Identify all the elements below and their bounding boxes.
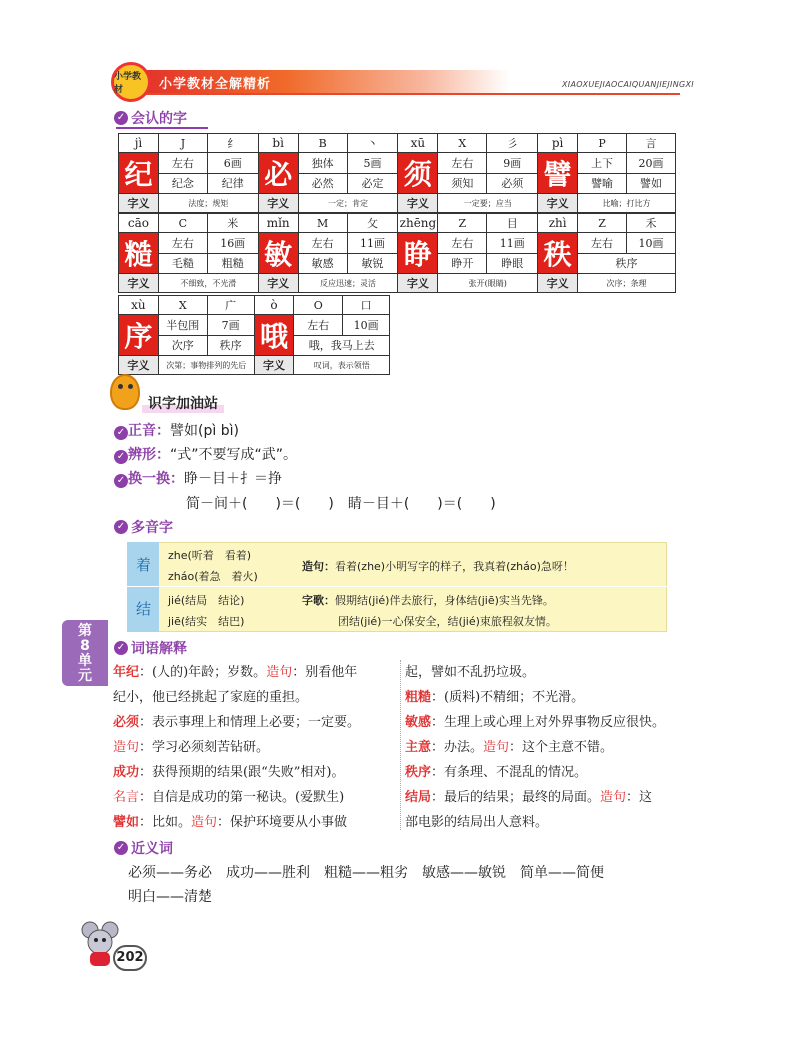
structure-cell: 左右 bbox=[298, 233, 347, 254]
word-explain-left bbox=[113, 660, 398, 835]
definition: ：办法。 bbox=[431, 740, 484, 755]
meaning-label: 字义 bbox=[258, 194, 298, 213]
zaoju-text: ：这个主意不错。 bbox=[509, 740, 614, 755]
zaoju-text: ：这 bbox=[626, 790, 653, 805]
structure-cell: 左右 bbox=[158, 153, 207, 174]
char-cell: 必 bbox=[258, 153, 298, 194]
check-icon: ✓ bbox=[114, 520, 128, 534]
structure-cell: 独体 bbox=[298, 153, 347, 174]
explain-line bbox=[405, 685, 695, 710]
song-text: 假期结(jié)伴去旅行，身体结(jiē)实当先锋。 bbox=[335, 594, 554, 607]
check-icon: ✓ bbox=[114, 111, 128, 125]
section-ciyu bbox=[114, 638, 187, 658]
strokes-cell: 11画 bbox=[487, 233, 538, 254]
strokes-cell: 20画 bbox=[627, 153, 676, 174]
section-recognize bbox=[114, 108, 187, 128]
meaning-label: 字义 bbox=[398, 274, 438, 293]
pinyin-cell: zhì bbox=[538, 214, 578, 233]
radical-cell: 纟 bbox=[207, 134, 258, 153]
strokes-cell: 10画 bbox=[343, 315, 390, 336]
cap-cell: X bbox=[438, 134, 487, 153]
word-cell: 秩序 bbox=[578, 253, 676, 274]
structure-cell: 左右 bbox=[294, 315, 343, 336]
word-cell: 敏感 bbox=[298, 253, 347, 274]
structure-cell: 上下 bbox=[578, 153, 627, 174]
radical-cell: 目 bbox=[487, 214, 538, 233]
char-cell: 糙 bbox=[119, 233, 159, 274]
term: 敏感 bbox=[405, 715, 432, 730]
char-cell: 须 bbox=[398, 153, 438, 194]
huan-line bbox=[114, 468, 282, 488]
char-cell: 秩 bbox=[538, 233, 578, 274]
bianxing-text: “式”不要写成“武”。 bbox=[170, 447, 298, 463]
meaning-label: 字义 bbox=[538, 194, 578, 213]
cap-cell: C bbox=[158, 214, 207, 233]
mascot-icon bbox=[110, 374, 140, 410]
header-title: 小学教材全解精析 bbox=[159, 77, 272, 92]
meaning-cell: 次序；条理 bbox=[578, 274, 676, 293]
radical-cell: 口 bbox=[343, 296, 390, 315]
bianxing-line bbox=[114, 444, 297, 464]
meaning-label: 字义 bbox=[119, 356, 159, 375]
section-jinyi bbox=[114, 838, 173, 858]
meaning-label: 字义 bbox=[538, 274, 578, 293]
pinyin-cell: jì bbox=[119, 134, 159, 153]
unit-tab-b: 8 bbox=[80, 638, 90, 654]
zaoju-text: ：学习必须刻苦钻研。 bbox=[139, 740, 270, 755]
section-title: 会认的字 bbox=[131, 111, 187, 127]
meaning-cell: 反应迅速；灵活 bbox=[298, 274, 398, 293]
meaning-label: 字义 bbox=[119, 194, 159, 213]
word-cell: 粗糙 bbox=[207, 253, 258, 274]
term: 粗糙 bbox=[405, 690, 432, 705]
header-pinyin: XIAOXUEJIAOCAIQUANJIEJINGXI bbox=[562, 80, 694, 89]
explain-line bbox=[405, 785, 695, 810]
word-cell: 譬喻 bbox=[578, 173, 627, 194]
word-cell: 睁眼 bbox=[487, 253, 538, 274]
huan-example: 睁－目＋扌＝挣 bbox=[184, 471, 282, 487]
strokes-cell: 7画 bbox=[207, 315, 254, 336]
page-number: 202 bbox=[113, 945, 147, 971]
definition: ：有条理、不混乱的情况。 bbox=[431, 765, 588, 780]
radical-cell: 言 bbox=[627, 134, 676, 153]
check-icon: ✓ bbox=[114, 474, 128, 488]
char-table-row2 bbox=[118, 213, 676, 293]
zhengyin-label: 正音： bbox=[128, 423, 170, 439]
word-cell: 譬如 bbox=[627, 173, 676, 194]
strokes-cell: 16画 bbox=[207, 233, 258, 254]
definition: ：最后的结果；最终的局面。 bbox=[431, 790, 601, 805]
char-cell: 敏 bbox=[258, 233, 298, 274]
definition: ：获得预期的结果(跟“失败”相对)。 bbox=[139, 765, 345, 780]
column-divider bbox=[400, 660, 401, 830]
polyphone-reading: jiē(结实 结巴) bbox=[168, 615, 245, 628]
radical-cell: 米 bbox=[207, 214, 258, 233]
polyphone-song bbox=[302, 592, 554, 608]
zhengyin-text: 譬如(pì bì) bbox=[170, 423, 239, 439]
word-cell: 秩序 bbox=[207, 335, 254, 356]
section-title: 词语解释 bbox=[131, 641, 187, 657]
structure-cell: 左右 bbox=[578, 233, 627, 254]
polyphone-separator bbox=[127, 586, 667, 587]
sentence-text: 看着(zhe)小明写字的样子，我真着(zháo)急呀！ bbox=[335, 560, 574, 573]
word-cell: 次序 bbox=[158, 335, 207, 356]
explain-line bbox=[113, 710, 398, 735]
pinyin-cell: ò bbox=[254, 296, 294, 315]
explain-line bbox=[113, 785, 398, 810]
char-cell: 序 bbox=[119, 315, 159, 356]
explain-line: 起，譬如不乱扔垃圾。 bbox=[405, 665, 536, 680]
check-icon: ✓ bbox=[114, 641, 128, 655]
zaoju-label: 造句 bbox=[191, 815, 218, 830]
pinyin-cell: mǐn bbox=[258, 214, 298, 233]
section-duoyin bbox=[114, 517, 173, 537]
meaning-label: 字义 bbox=[119, 274, 159, 293]
meaning-cell: 叹词，表示领悟 bbox=[294, 356, 390, 375]
char-table-row3 bbox=[118, 295, 390, 375]
word-cell: 必然 bbox=[298, 173, 347, 194]
unit-tab-a: 第 bbox=[78, 623, 92, 639]
cap-cell: P bbox=[578, 134, 627, 153]
meaning-cell: 不细致，不光滑 bbox=[158, 274, 258, 293]
series-logo bbox=[111, 62, 151, 102]
pinyin-cell: bì bbox=[258, 134, 298, 153]
meaning-cell: 次第；事物排列的先后 bbox=[158, 356, 254, 375]
char-cell: 睁 bbox=[398, 233, 438, 274]
bianxing-label: 辨形： bbox=[128, 447, 170, 463]
word-cell: 睁开 bbox=[438, 253, 487, 274]
pinyin-cell: pì bbox=[538, 134, 578, 153]
cap-cell: J bbox=[158, 134, 207, 153]
definition: ：比如。 bbox=[139, 815, 192, 830]
word-cell: 纪念 bbox=[158, 173, 207, 194]
explain-line bbox=[405, 760, 695, 785]
structure-cell: 左右 bbox=[158, 233, 207, 254]
boost-title: 识字加油站 bbox=[142, 393, 224, 413]
zaoju-text: ：保护环境要从小事做 bbox=[217, 815, 348, 830]
quote-label: 名言 bbox=[113, 790, 140, 805]
cap-cell: Z bbox=[578, 214, 627, 233]
word-cell: 必须 bbox=[487, 173, 538, 194]
pinyin-cell: cāo bbox=[119, 214, 159, 233]
explain-line: 年纪：(人的)年龄；岁数。造句：别看他年 bbox=[113, 665, 358, 680]
radical-cell: 广 bbox=[207, 296, 254, 315]
word-cell: 哦，我马上去 bbox=[294, 335, 390, 356]
explain-line: 纪小，他已经挑起了家庭的重担。 bbox=[113, 690, 309, 705]
meaning-cell: 一定；肯定 bbox=[298, 194, 398, 213]
sentence-label: 造句： bbox=[302, 560, 335, 573]
zhengyin-line bbox=[114, 420, 239, 440]
meaning-label: 字义 bbox=[398, 194, 438, 213]
char-cell: 哦 bbox=[254, 315, 294, 356]
check-icon: ✓ bbox=[114, 426, 128, 440]
term: 结局 bbox=[405, 790, 432, 805]
cap-cell: B bbox=[298, 134, 347, 153]
word-explain-right bbox=[405, 660, 695, 835]
section-title: 多音字 bbox=[131, 520, 173, 536]
check-icon: ✓ bbox=[114, 841, 128, 855]
unit-tab-c: 单 bbox=[78, 653, 92, 669]
word-cell: 必定 bbox=[347, 173, 398, 194]
unit-tab bbox=[62, 620, 108, 686]
quote-text: ：自信是成功的第一秘诀。(爱默生) bbox=[139, 790, 345, 805]
term: 秩序 bbox=[405, 765, 432, 780]
strokes-cell: 6画 bbox=[207, 153, 258, 174]
structure-cell: 半包围 bbox=[158, 315, 207, 336]
explain-line bbox=[405, 735, 695, 760]
radical-cell: 彡 bbox=[487, 134, 538, 153]
polyphone-song-line2: 团结(jié)一心保安全，结(jié)束旅程叙友情。 bbox=[338, 615, 557, 628]
section-underline bbox=[116, 127, 208, 129]
meaning-cell: 比喻；打比方 bbox=[578, 194, 676, 213]
meaning-cell: 法度；规矩 bbox=[158, 194, 258, 213]
term: 必须 bbox=[113, 715, 140, 730]
meaning-cell: 一定要；应当 bbox=[438, 194, 538, 213]
zaoju-label: 造句 bbox=[266, 665, 293, 680]
explain-line bbox=[113, 810, 398, 835]
unit-tab-d: 元 bbox=[78, 668, 92, 684]
definition: ：(质料)不精细；不光滑。 bbox=[431, 690, 585, 705]
header-line bbox=[118, 93, 680, 95]
radical-cell: 攵 bbox=[347, 214, 398, 233]
definition: ：表示事理上和情理上必要；一定要。 bbox=[139, 715, 361, 730]
explain-line bbox=[113, 760, 398, 785]
polyphone-char: 着 bbox=[136, 556, 152, 574]
polyphone-char: 结 bbox=[136, 600, 152, 618]
polyphone-reading: jié(结局 结论) bbox=[168, 594, 245, 607]
zaoju-label: 造句 bbox=[483, 740, 510, 755]
strokes-cell: 11画 bbox=[347, 233, 398, 254]
word-cell: 毛糙 bbox=[158, 253, 207, 274]
synonym-line: 明白——清楚 bbox=[128, 889, 212, 905]
explain-line bbox=[405, 710, 695, 735]
strokes-cell: 9画 bbox=[487, 153, 538, 174]
structure-cell: 左右 bbox=[438, 153, 487, 174]
cap-cell: Z bbox=[438, 214, 487, 233]
pinyin-cell: xù bbox=[119, 296, 159, 315]
zaoju-text: ：别看他年 bbox=[292, 665, 358, 680]
synonym-line: 必须——务必 成功——胜利 粗糙——粗劣 敏感——敏锐 简单——简便 bbox=[128, 865, 604, 881]
huan-label: 换一换： bbox=[128, 471, 184, 487]
polyphone-sentence bbox=[302, 558, 574, 574]
radical-cell: 禾 bbox=[626, 214, 675, 233]
pinyin-cell: xū bbox=[398, 134, 438, 153]
term: 譬如 bbox=[113, 815, 140, 830]
term: 成功 bbox=[113, 765, 140, 780]
word-cell: 纪律 bbox=[207, 173, 258, 194]
cap-cell: O bbox=[294, 296, 343, 315]
zaoju-label: 造句 bbox=[600, 790, 627, 805]
char-table-row1 bbox=[118, 133, 676, 213]
term: 主意 bbox=[405, 740, 432, 755]
char-cell: 纪 bbox=[119, 153, 159, 194]
cap-cell: X bbox=[158, 296, 207, 315]
definition: ：生理上或心理上对外界事物反应很快。 bbox=[431, 715, 666, 730]
section-title: 近义词 bbox=[131, 841, 173, 857]
zaoju-label: 造句 bbox=[113, 740, 140, 755]
explain-line: 部电影的结局出人意料。 bbox=[405, 815, 549, 830]
strokes-cell: 5画 bbox=[347, 153, 398, 174]
meaning-cell: 张开(眼睛) bbox=[438, 274, 538, 293]
strokes-cell: 10画 bbox=[626, 233, 675, 254]
logo-text: 小学教材 bbox=[114, 72, 142, 95]
explain-line bbox=[113, 735, 398, 760]
structure-cell: 左右 bbox=[438, 233, 487, 254]
char-cell: 譬 bbox=[538, 153, 578, 194]
definition: (人的)年龄；岁数。 bbox=[152, 665, 267, 680]
term: 年纪 bbox=[113, 665, 140, 680]
song-label: 字歌： bbox=[302, 594, 335, 607]
word-cell: 敏锐 bbox=[347, 253, 398, 274]
check-icon: ✓ bbox=[114, 450, 128, 464]
meaning-label: 字义 bbox=[258, 274, 298, 293]
polyphone-reading: zhe(听着 看着) bbox=[168, 549, 252, 562]
word-cell: 须知 bbox=[438, 173, 487, 194]
cap-cell: M bbox=[298, 214, 347, 233]
huan-exercise: 简－间＋( )＝( ) 睛－目＋( )＝( ) bbox=[186, 496, 496, 512]
meaning-label: 字义 bbox=[254, 356, 294, 375]
pinyin-cell: zhēng bbox=[398, 214, 438, 233]
radical-cell: 丶 bbox=[347, 134, 398, 153]
polyphone-reading: zháo(着急 着火) bbox=[168, 570, 258, 583]
